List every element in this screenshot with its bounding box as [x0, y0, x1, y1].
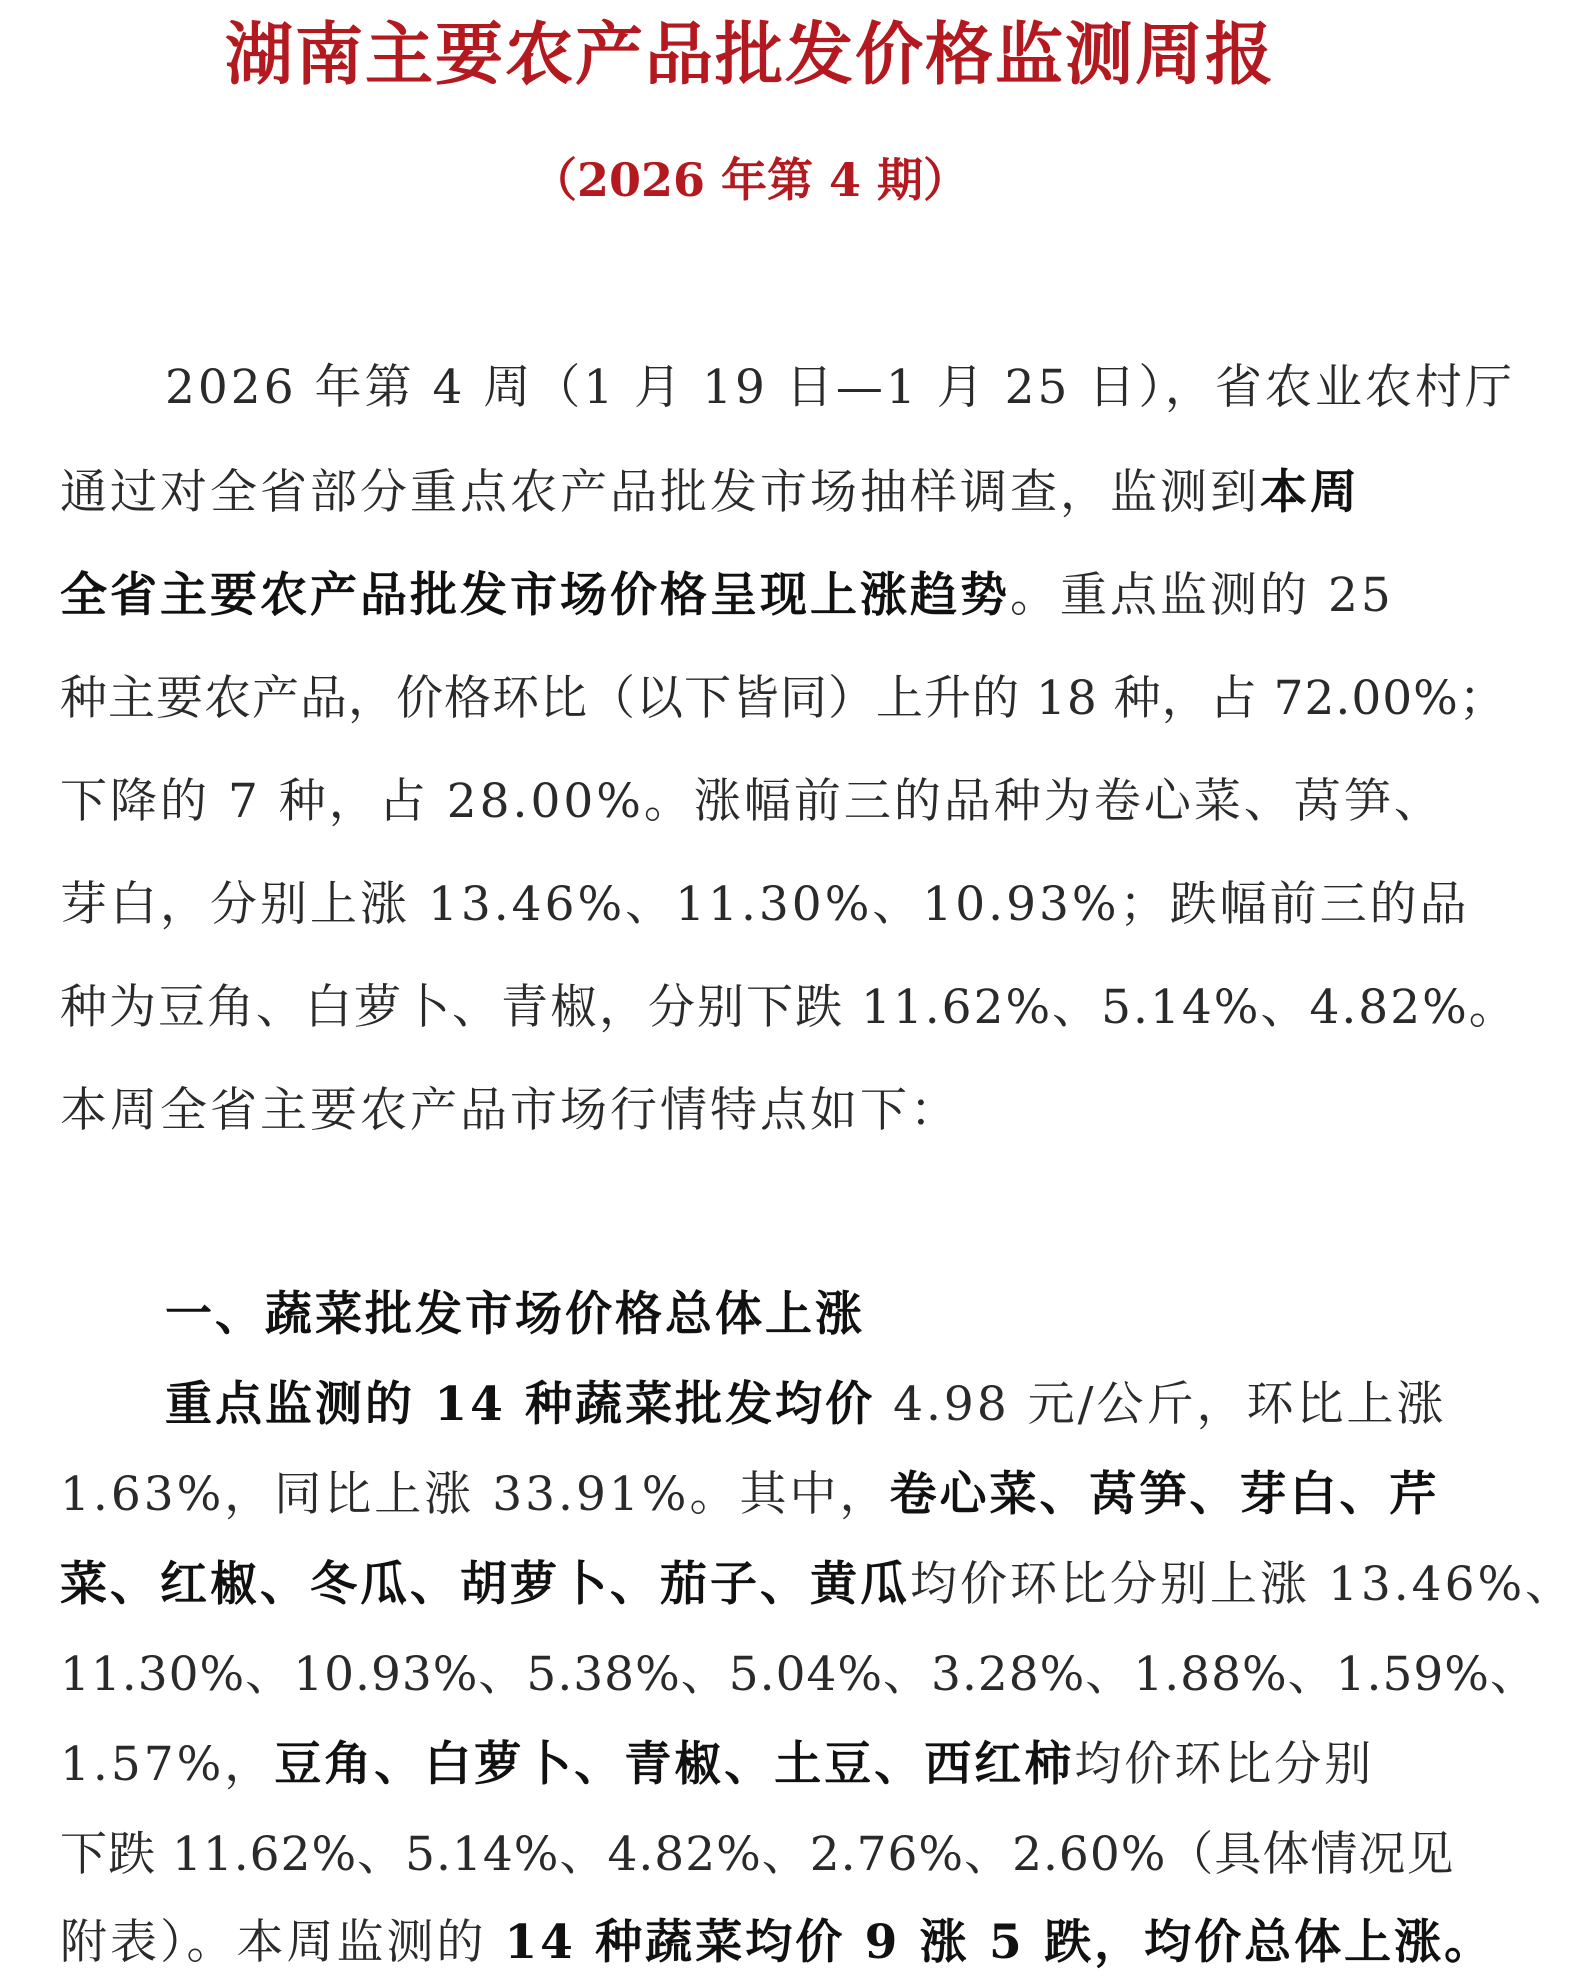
section1-line-5	[60, 1732, 1460, 1798]
section1-line-1	[165, 1372, 1565, 1438]
section1-line-4: 11.30%、10.93%、5.38%、5.04%、3.28%、1.88%、1.59%、	[60, 1647, 1538, 1702]
intro-text: 。重点监测的 25	[1010, 568, 1394, 623]
intro-line-8: 本周全省主要农产品市场行情特点如下：	[60, 1083, 960, 1138]
section1-line-3	[60, 1552, 1575, 1618]
section1-text: 均价环比分别上涨 13.46%、	[910, 1557, 1575, 1612]
intro-line-5: 下降的 7 种，占 28.00%。涨幅前三的品种为卷心菜、莴笋、	[60, 774, 1444, 829]
intro-emphasis: 全省主要农产品批发市场价格呈现上涨趋势	[60, 568, 1010, 623]
intro-line-2	[60, 460, 1460, 526]
section1-text: 附表）。本周监测的	[60, 1915, 505, 1970]
section1-emphasis: 卷心菜、莴笋、芽白、芹	[889, 1467, 1440, 1522]
section1-text: 4.98 元/公斤，环比上涨	[875, 1377, 1447, 1432]
section1-line-2	[60, 1462, 1460, 1528]
intro-line-3	[60, 563, 1460, 629]
section1-emphasis: 菜、红椒、冬瓜、胡萝卜、茄子、黄瓜	[60, 1557, 910, 1612]
section1-line-6: 下跌 11.62%、5.14%、4.82%、2.76%、2.60%（具体情况见	[60, 1827, 1455, 1882]
section1-text: 1.57%，	[60, 1737, 275, 1792]
issue-number: （2026 年第 4 期）	[530, 153, 970, 207]
intro-line-7: 种为豆角、白萝卜、青椒，分别下跌 11.62%、5.14%、4.82%。	[60, 980, 1518, 1035]
section1-text: 1.63%，同比上涨 33.91%。其中，	[60, 1467, 890, 1522]
intro-line-1: 2026 年第 4 周（1 月 19 日—1 月 25 日），省农业农村厅	[165, 360, 1515, 415]
section1-emphasis: 重点监测的 14 种蔬菜批发均价	[165, 1377, 876, 1432]
section1-emphasis: 豆角、白萝卜、青椒、土豆、西红柿	[274, 1737, 1075, 1792]
intro-line-4: 种主要农产品，价格环比（以下皆同）上升的 18 种，占 72.00%；	[60, 671, 1507, 726]
report-title: 湖南主要农产品批发价格监测周报	[224, 15, 1275, 95]
section1-text: 均价环比分别	[1074, 1737, 1375, 1792]
section-heading-vegetables: 一、蔬菜批发市场价格总体上涨	[165, 1287, 865, 1342]
section1-line-7	[60, 1910, 1495, 1976]
intro-line-6: 芽白，分别上涨 13.46%、11.30%、10.93%；跌幅前三的品	[60, 877, 1470, 932]
intro-emphasis: 本周	[1260, 465, 1360, 520]
intro-text: 通过对全省部分重点农产品批发市场抽样调查，监测到	[60, 465, 1260, 520]
section1-emphasis: 14 种蔬菜均价 9 涨 5 跌，均价总体上涨。	[504, 1915, 1495, 1970]
